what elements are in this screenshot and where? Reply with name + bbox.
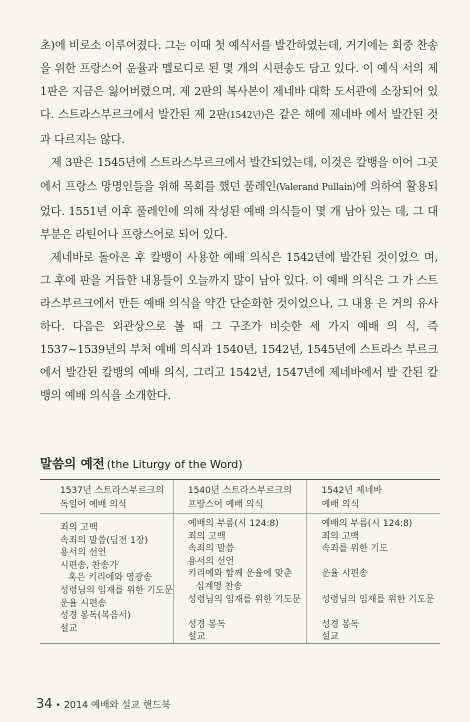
text-line: 소장되어 있다. 스트라스부르크에서 발간된 제 2판 [40,85,438,122]
text-line: 그곳에서 프랑스 망명인들을 위해 목회를 했던 풀레인 [40,156,439,193]
column-header [40,480,173,514]
liturgy-item: 설교 [321,632,339,643]
column-header [174,480,307,514]
column-body [40,514,173,635]
book-title: 2014 예배와 설교 핸드북 [63,700,171,711]
text-line: 활용되었다. 1551년 이후 풀레인에 의해 작성된 예배 의식들이 몇 개 남아 있는 [40,179,438,218]
column-header-line: 예배 의식 [321,500,360,510]
page-number: 34 [36,697,53,712]
text-line-rest: 은 같은 해에 제네바 [264,108,362,122]
column-header-line: 독일어 예배 의식 [60,500,127,510]
liturgy-comparison-table [40,479,440,644]
paragraph [40,151,438,245]
column-header-line: 프랑스어 예배 의식 [187,500,264,510]
liturgy-item: 성경 봉독(복음서) [60,611,131,622]
liturgy-item: 속죄의 말씀(딤전 1장) [60,535,149,546]
section-title-english: (the Liturgy of the Word) [106,458,243,471]
text-line: 에서 발간된 것과 다르지는 않다. [40,108,439,147]
paragraph [40,34,438,151]
text-line: 데, 그 대부분은 라틴어나 프랑스어로 되어 있다. [40,204,438,241]
liturgy-item: 죄의 고백 [187,531,226,542]
liturgy-item: 용서의 선언 [187,556,235,567]
paragraph [40,246,438,408]
column-header-line: 1537년 스트라스부르크의 [60,486,165,496]
table-column [173,480,307,643]
liturgy-item: 운율 시편송 [321,569,368,580]
table-column [306,480,440,643]
text-line: 가 스트라스부르크에서 만든 예배 의식을 약간 단순화한 것이었으나, 그 내용 [40,273,438,311]
liturgy-item: 설교 [60,623,78,634]
text-line: 서의 제 1판은 지금은 잃어버렸으며, 제 2판의 복사본이 제네바 대학 도서관에 [40,62,438,99]
text-line: 은 거의 유사하다. 다음은 외관상으로 볼 때 그 구조가 비슷한 세 가지 예배 의 [40,297,438,334]
footer-bullet: • [55,701,61,711]
liturgy-item: 운율 시편송 [60,598,107,609]
inline-annotation: (1542년) [226,111,265,122]
inline-annotation: (Valerand Pullain) [276,182,356,193]
text-line: 식, 즉 1537~1539년의 부처 예배 의식과 1540년, 1542년, 1545년에 스트라스 [40,320,439,357]
section-title-korean: 말씀의 예전 [40,456,105,471]
text-line: 부르크에서 발간된 칼뱅의 예배 의식, 그리고 1542년, 1547년에 제네바에서 발 [40,343,438,380]
column-body [174,514,307,644]
liturgy-item: 시편송, 찬송가 [60,560,118,571]
body-text [40,34,438,408]
text-line: 찬송을 위한 프랑스어 운율과 멜로디로 된 몇 개의 시편송도 담고 있다. 이 예식 [40,39,438,76]
text-line: 제네바로 돌아온 후 칼뱅이 사용한 예배 의식은 1542년에 발간된 것이었으 [51,250,420,264]
liturgy-item: 성령님의 임재를 위한 기도문 [187,594,301,605]
liturgy-item: 예배의 부름(시 124:8) [187,519,279,529]
liturgy-item: 죄의 고백 [60,523,98,533]
liturgy-item: 성경 봉독 [187,619,226,630]
text-line: 초)에 비로소 이루어졌다. 그는 이때 첫 예식서를 발간하였는데, 거기에는 회중 [40,39,414,52]
table-column [40,480,173,643]
column-header-line: 1540년 스트라스부르크의 [187,486,292,496]
text-line-rest: 에 의하여 [355,179,403,193]
liturgy-item: 용서의 선언 [60,548,107,559]
liturgy-item: 성경 봉독 [321,619,360,630]
liturgy-item: 성령님의 임재를 위한 기도문 [60,585,173,596]
liturgy-item: 속죄를 위한 기도 [321,544,389,555]
liturgy-item: 설교 [187,632,206,643]
column-header [307,480,440,514]
liturgy-item: 죄의 고백 [321,531,360,542]
liturgy-item: 키리에와 함께 운율에 맞춘 [187,569,293,580]
liturgy-item: 속죄의 말씀 [187,544,235,555]
text-line: 며, 그 후에 판을 거듭한 내용들이 오늘까지 많이 남아 있다. 이 예배 의식은 그 [40,250,438,287]
text-line: 간된 칼뱅의 예배 의식을 소개한다. [40,366,439,403]
liturgy-item: 예배의 부름(시 124:8) [321,519,413,529]
page-footer [36,693,171,712]
column-header-line: 1542년 제네바 [321,486,383,496]
liturgy-item: 성령님의 임재를 위한 기도문 [321,594,435,605]
text-line: 제 3판은 1545년에 스트라스부르크에서 발간되었는데, 이것은 칼뱅을 이어 [51,156,414,170]
liturgy-item: 십계명 찬송 [195,581,243,592]
column-body [307,514,440,644]
liturgy-item: 혹은 키리에와 영광송 [68,573,152,584]
section-title [40,454,243,472]
